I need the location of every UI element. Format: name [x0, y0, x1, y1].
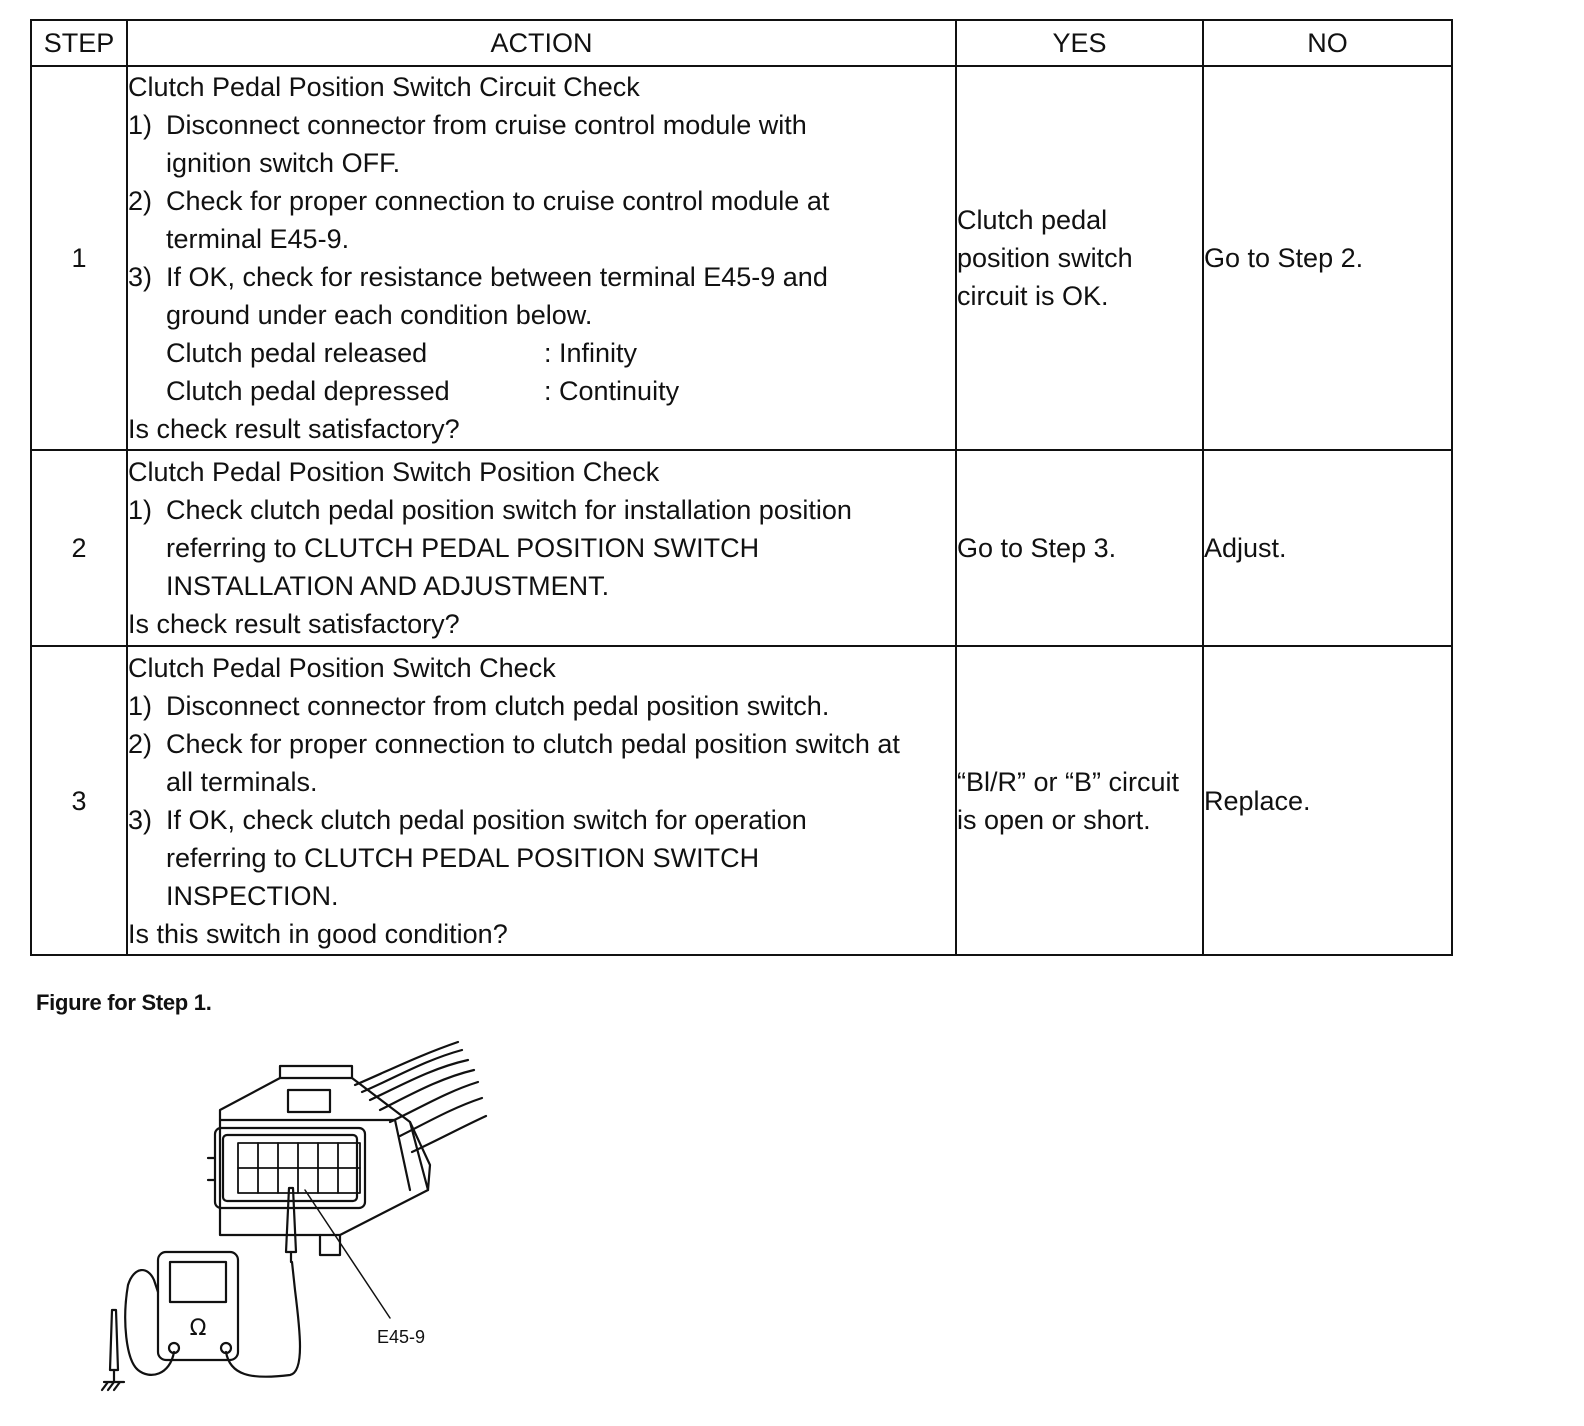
condition-value: : Infinity	[544, 338, 638, 368]
action-question: Is check result satisfactory?	[128, 609, 460, 639]
header-step: STEP	[31, 20, 127, 66]
condition-value: : Continuity	[544, 376, 680, 406]
connector-ohmmeter-illustration	[90, 1030, 510, 1410]
item-text: If OK, check clutch pedal position switch for operation referring to CLUTCH PEDAL POSITION SWITCH INSPECTION.	[166, 804, 807, 911]
item-text: Check for proper connection to clutch pedal position switch at all terminals.	[166, 728, 900, 797]
ohm-symbol: Ω	[189, 1316, 207, 1341]
wire-harness	[355, 1042, 486, 1152]
action-question: Is check result satisfactory?	[128, 414, 460, 444]
action-title: Clutch Pedal Position Switch Check	[128, 652, 556, 683]
table-row	[31, 646, 1452, 955]
callout-leader	[305, 1190, 390, 1318]
action-item	[128, 258, 955, 334]
action-cell	[127, 66, 956, 450]
item-text: If OK, check for resistance between terminal E45-9 and ground under each condition below.	[166, 262, 828, 330]
header-action: ACTION	[127, 20, 956, 66]
step-number: 2	[31, 450, 127, 646]
action-title: Clutch Pedal Position Switch Position Check	[128, 457, 660, 487]
condition-row	[128, 334, 955, 372]
header-no: NO	[1203, 20, 1452, 66]
yes-cell: “Bl/R” or “B” circuit is open or short.	[956, 646, 1203, 955]
action-item	[128, 725, 955, 801]
no-cell: Adjust.	[1203, 450, 1452, 646]
item-text: Disconnect connector from clutch pedal position switch.	[166, 690, 830, 721]
action-cell	[127, 646, 956, 955]
item-text: Check clutch pedal position switch for installation position referring to CLUTCH PEDAL POSITION SWITCH INSTALLATION AND ADJUSTMENT.	[166, 495, 852, 601]
item-number: 3)	[128, 804, 153, 835]
step-number: 3	[31, 646, 127, 955]
connector-housing	[208, 1066, 430, 1255]
table-row	[31, 66, 1452, 450]
item-number: 1)	[128, 110, 153, 140]
yes-cell: Clutch pedal position switch circuit is OK.	[956, 66, 1203, 450]
no-cell: Replace.	[1203, 646, 1452, 955]
action-item	[128, 182, 955, 258]
action-cell	[127, 450, 956, 646]
action-question: Is this switch in good condition?	[128, 918, 508, 949]
item-number: 2)	[128, 186, 153, 216]
terminal-label: E45-9	[377, 1327, 426, 1347]
figure-caption: Figure for Step 1.	[36, 990, 212, 1015]
item-text: Disconnect connector from cruise control module with ignition switch OFF.	[166, 110, 807, 178]
table-row	[31, 450, 1452, 646]
item-number: 1)	[128, 690, 153, 721]
table-header-row	[31, 20, 1452, 66]
diagnostic-table	[30, 19, 1453, 956]
action-title: Clutch Pedal Position Switch Circuit Check	[128, 72, 640, 102]
item-number: 3)	[128, 262, 153, 292]
condition-label: Clutch pedal depressed	[166, 376, 450, 406]
yes-cell: Go to Step 3.	[956, 450, 1203, 646]
item-number: 2)	[128, 728, 153, 759]
ohmmeter	[158, 1252, 238, 1360]
action-item	[128, 106, 955, 182]
action-item	[128, 687, 955, 725]
condition-row	[128, 372, 955, 410]
action-item	[128, 491, 955, 605]
action-item	[128, 801, 955, 915]
condition-label: Clutch pedal released	[166, 338, 428, 368]
test-probe	[286, 1188, 296, 1262]
item-text: Check for proper connection to cruise control module at terminal E45-9.	[166, 186, 830, 254]
terminal-grid	[238, 1143, 360, 1193]
header-yes: YES	[956, 20, 1203, 66]
no-cell: Go to Step 2.	[1203, 66, 1452, 450]
step-number: 1	[31, 66, 127, 450]
item-number: 1)	[128, 495, 153, 525]
